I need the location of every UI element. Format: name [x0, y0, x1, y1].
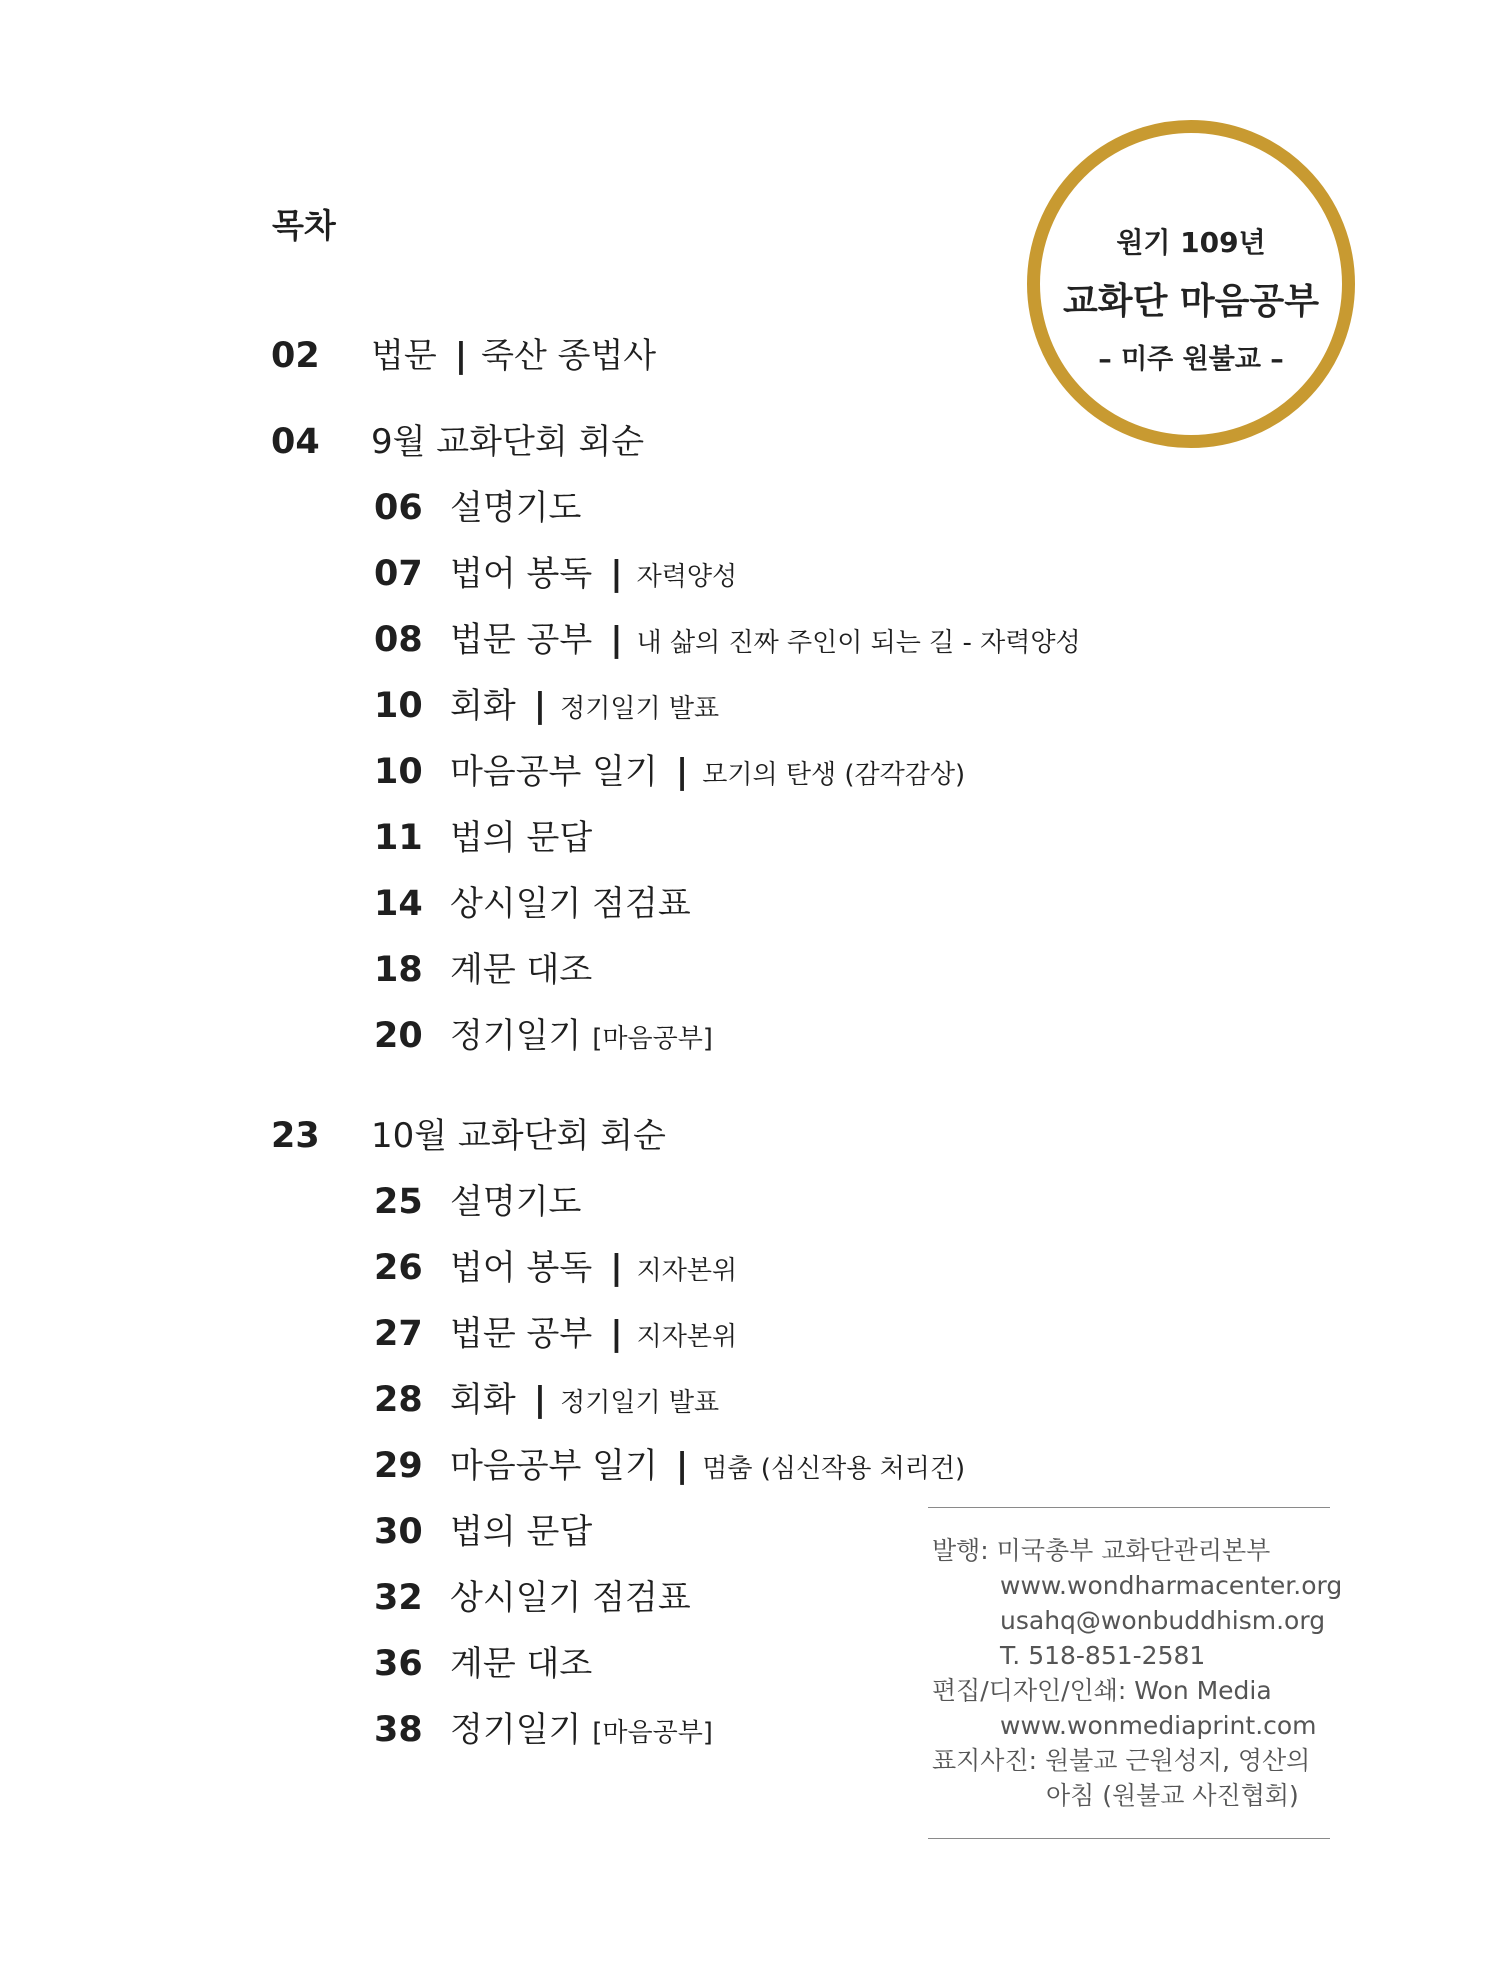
toc-subtitle: 모기의 탄생 (감각감상): [702, 760, 966, 790]
toc-title-text: 법어 봉독: [450, 1248, 593, 1288]
toc-separator: |: [610, 1248, 623, 1288]
toc-title: [450, 1248, 737, 1291]
toc-page-number: 20: [374, 1016, 423, 1056]
toc-subtitle: 지자본위: [636, 1256, 738, 1286]
phone-number: T. 518-851-2581: [1000, 1641, 1206, 1670]
toc-page-number: 29: [374, 1446, 423, 1486]
toc-title: 설명기도: [450, 1182, 582, 1222]
toc-subtitle: 멈춤 (심신작용 처리건): [702, 1454, 966, 1484]
toc-title-text: 법어 봉독: [450, 554, 593, 594]
toc-title: [450, 554, 737, 597]
toc-title-text: 마음공부 일기: [450, 752, 658, 792]
toc-subtitle: 자력양성: [636, 562, 738, 592]
toc-page-number: 07: [374, 554, 423, 594]
toc-page-number: 38: [374, 1710, 423, 1750]
toc-title-text: 회화: [450, 686, 516, 726]
toc-title-text: 마음공부 일기: [450, 1446, 658, 1486]
toc-subtitle: 정기일기 발표: [560, 1388, 720, 1418]
toc-title: [450, 620, 1081, 663]
toc-page-number: 02: [271, 336, 320, 376]
toc-separator: |: [533, 686, 547, 726]
email-link[interactable]: usahq@wonbuddhism.org: [1000, 1606, 1326, 1635]
toc-page-number: 10: [374, 686, 423, 726]
editor-line: 편집/디자인/인쇄: Won Media: [932, 1676, 1272, 1705]
toc-title-text: 회화: [450, 1380, 516, 1420]
toc-page-number: 08: [374, 620, 423, 660]
toc-page-number: 28: [374, 1380, 423, 1420]
toc-separator: |: [610, 620, 623, 660]
toc-subtitle: 정기일기 발표: [560, 694, 720, 724]
toc-title: [450, 1380, 719, 1423]
toc-page-number: 32: [374, 1578, 423, 1618]
toc-page-number: 30: [374, 1512, 423, 1552]
toc-page-number: 18: [374, 950, 423, 990]
cover-photo-credit: 표지사진: 원불교 근원성지, 영산의: [932, 1746, 1311, 1775]
toc-bracket-note: [마음공부]: [592, 1024, 713, 1054]
toc-title: [371, 336, 656, 376]
publisher-line: 발행: 미국총부 교화단관리본부: [932, 1536, 1271, 1565]
editor-website-link[interactable]: www.wonmediaprint.com: [1000, 1711, 1317, 1740]
website-link[interactable]: www.wondharmacenter.org: [1000, 1571, 1343, 1600]
toc-page-number: 36: [374, 1644, 423, 1684]
toc-subtitle: 내 삶의 진짜 주인이 되는 길 - 자력양성: [636, 628, 1081, 658]
toc-title: 계문 대조: [450, 1644, 593, 1684]
toc-title: [450, 1314, 737, 1357]
toc-title: [450, 1710, 713, 1753]
toc-separator: |: [610, 554, 623, 594]
toc-title: 9월 교화단회 회순: [371, 422, 645, 462]
toc-title: [450, 1446, 965, 1489]
toc-separator: |: [533, 1380, 547, 1420]
toc-title: [450, 1016, 713, 1059]
toc-separator: |: [610, 1314, 623, 1354]
toc-page-number: 14: [374, 884, 423, 924]
toc-separator: |: [675, 1446, 689, 1486]
toc-title-text: 정기일기: [450, 1016, 582, 1056]
toc-page-number: 06: [374, 488, 423, 528]
toc-title: 상시일기 점검표: [450, 884, 691, 924]
info-bottom-divider: [928, 1838, 1330, 1839]
toc-title-text: 법문: [371, 336, 437, 376]
toc-page-number: 04: [271, 422, 320, 462]
info-top-divider: [928, 1507, 1330, 1508]
toc-title: [450, 686, 719, 729]
toc-title: [450, 752, 965, 795]
toc-bracket-note: [마음공부]: [592, 1718, 713, 1748]
toc-page-number: 10: [374, 752, 423, 792]
toc-page-number: 23: [271, 1116, 320, 1156]
toc-title: 법의 문답: [450, 1512, 593, 1552]
toc-page-number: 26: [374, 1248, 423, 1288]
toc-page-number: 27: [374, 1314, 423, 1354]
badge-subtitle: – 미주 원불교 –: [1098, 344, 1284, 375]
toc-title: 10월 교화단회 회순: [371, 1116, 666, 1156]
title-badge: [1027, 120, 1355, 448]
toc-title: 상시일기 점검표: [450, 1578, 691, 1618]
toc-title: 설명기도: [450, 488, 582, 528]
toc-subtitle: 지자본위: [636, 1322, 738, 1352]
toc-separator: |: [454, 336, 468, 376]
badge-title: 교화단 마음공부: [1063, 281, 1319, 322]
toc-title: 계문 대조: [450, 950, 593, 990]
publisher-info: [932, 1533, 1343, 1813]
toc-subtitle: 죽산 종법사: [481, 336, 657, 376]
page-title: 목차: [272, 206, 336, 245]
toc-separator: |: [675, 752, 689, 792]
toc-title-text: 법문 공부: [450, 620, 593, 660]
toc-page-number: 25: [374, 1182, 423, 1222]
badge-year: 원기 109년: [1116, 226, 1266, 259]
toc-title-text: 정기일기: [450, 1710, 582, 1750]
toc-page-number: 11: [374, 818, 423, 858]
toc-title: 법의 문답: [450, 818, 593, 858]
cover-photo-credit-cont: 아침 (원불교 사진협회): [1046, 1781, 1299, 1810]
toc-title-text: 법문 공부: [450, 1314, 593, 1354]
